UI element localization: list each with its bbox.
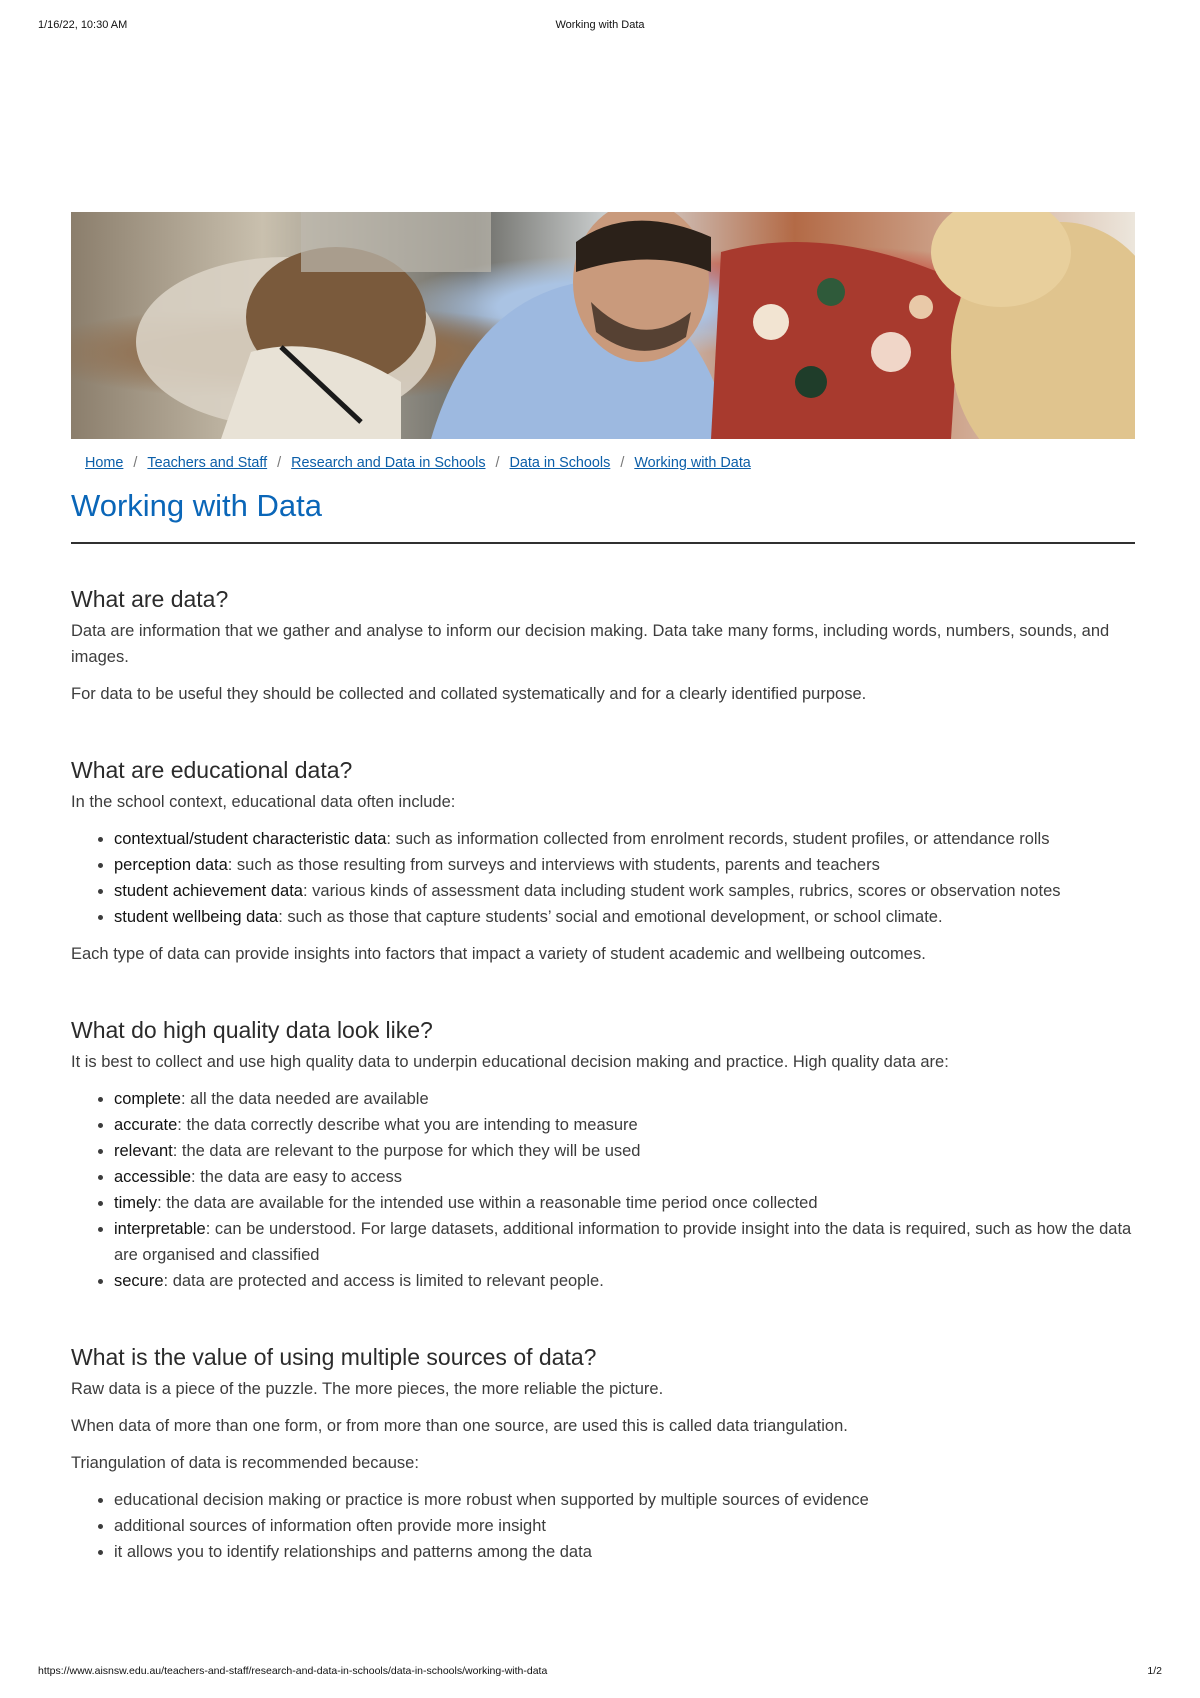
paragraph: In the school context, educational data often include: [71,793,456,811]
breadcrumb-separator: / [133,455,138,471]
paragraph: Raw data is a piece of the puzzle. The more pieces, the more reliable the picture. [71,1380,664,1398]
list-term: student wellbeing data [114,908,279,926]
bullet-list [71,1086,1135,1294]
print-date: 1/16/22, 10:30 AM [38,19,128,31]
list-item [114,904,1135,930]
list-text: : all the data needed are available [180,1090,429,1108]
section-educational-data [71,755,1135,967]
list-item [114,1112,1135,1138]
print-title: Working with Data [555,19,645,31]
list-term: accurate [114,1116,178,1134]
breadcrumb-teachers-and-staff[interactable]: Teachers and Staff [147,455,268,471]
list-term: perception data [114,856,228,874]
paragraph: It is best to collect and use high quality data to underpin educational decision making and practice. High quality data are: [71,1053,949,1071]
list-item [114,826,1135,852]
list-text: : such as information collected from enrolment records, student profiles, or attendance rolls [386,830,1050,848]
list-item [114,1190,1135,1216]
section-heading: What do high quality data look like? [71,1017,433,1043]
breadcrumb-separator: / [495,455,500,471]
list-text: : the data are easy to access [191,1168,403,1186]
section-heading: What are educational data? [71,757,353,783]
list-text: : such as those resulting from surveys and interviews with students, parents and teachers [227,856,880,874]
paragraph: When data of more than one form, or from more than one source, are used this is called data triangulation. [71,1417,848,1435]
paragraph: Data are information that we gather and analyse to inform our decision making. Data take many forms, including words, numbers, sounds, and images. [71,622,1110,666]
list-item [114,1268,1135,1294]
list-item [114,878,1135,904]
list-item: • educational decision making or practice is more robust when supported by multiple sources of evidence [114,1487,1135,1513]
list-item [114,852,1135,878]
list-term: relevant [114,1142,173,1160]
section-heading: What are data? [71,586,229,612]
list-term: contextual/student characteristic data [114,830,387,848]
list-text: : the data are relevant to the purpose for which they will be used [172,1142,641,1160]
breadcrumb-separator: / [620,455,625,471]
breadcrumb-home[interactable]: Home [85,455,124,471]
list-term: interpretable [114,1220,206,1238]
list-text: : can be understood. For large datasets, additional information to provide insight into the data is required, such as how the data are organised and classified [114,1220,1132,1264]
list-term: timely [114,1194,158,1212]
list-item: • additional sources of information often provide more insight [114,1513,1135,1539]
section-heading: What is the value of using multiple sources of data? [71,1344,597,1370]
list-item [114,1086,1135,1112]
list-text: : such as those that capture students’ social and emotional development, or school climate. [278,908,943,926]
list-term: student achievement data [114,882,303,900]
bullet-list [71,1487,1135,1565]
main-content [71,584,1135,1565]
section-high-quality-data [71,1015,1135,1294]
paragraph: For data to be useful they should be collected and collated systematically and for a clearly identified purpose. [71,685,867,703]
list-term: complete [114,1090,181,1108]
list-term: accessible [114,1168,192,1186]
list-text: : the data are available for the intended use within a reasonable time period once collected [157,1194,818,1212]
hero-image [71,212,1135,439]
list-text: : data are protected and access is limited to relevant people. [163,1272,604,1290]
bullet-list [71,826,1135,930]
breadcrumb-working-with-data[interactable]: Working with Data [634,455,751,471]
breadcrumb-research-and-data[interactable]: Research and Data in Schools [291,455,486,471]
page-title: Working with Data [71,488,322,523]
breadcrumb-data-in-schools[interactable]: Data in Schools [509,455,611,471]
students-at-desks-photo [71,212,1135,439]
list-text: : various kinds of assessment data including student work samples, rubrics, scores or observation notes [302,882,1061,900]
section-multiple-sources [71,1342,1135,1565]
breadcrumb-separator: / [277,455,282,471]
paragraph: Each type of data can provide insights into factors that impact a variety of student academic and wellbeing outcomes. [71,945,926,963]
list-item [114,1216,1135,1268]
list-item [114,1138,1135,1164]
page-number: 1/2 [1147,1665,1162,1677]
list-item: • it allows you to identify relationships and patterns among the data [114,1539,1135,1565]
breadcrumb [85,455,751,471]
list-term: secure [114,1272,164,1290]
title-divider [71,542,1135,544]
list-text: : the data correctly describe what you are intending to measure [177,1116,638,1134]
section-what-are-data [71,584,1135,707]
paragraph: Triangulation of data is recommended because: [71,1454,419,1472]
list-item [114,1164,1135,1190]
page-url: https://www.aisnsw.edu.au/teachers-and-staff/research-and-data-in-schools/data-in-schools/working-with-data [38,1665,548,1677]
